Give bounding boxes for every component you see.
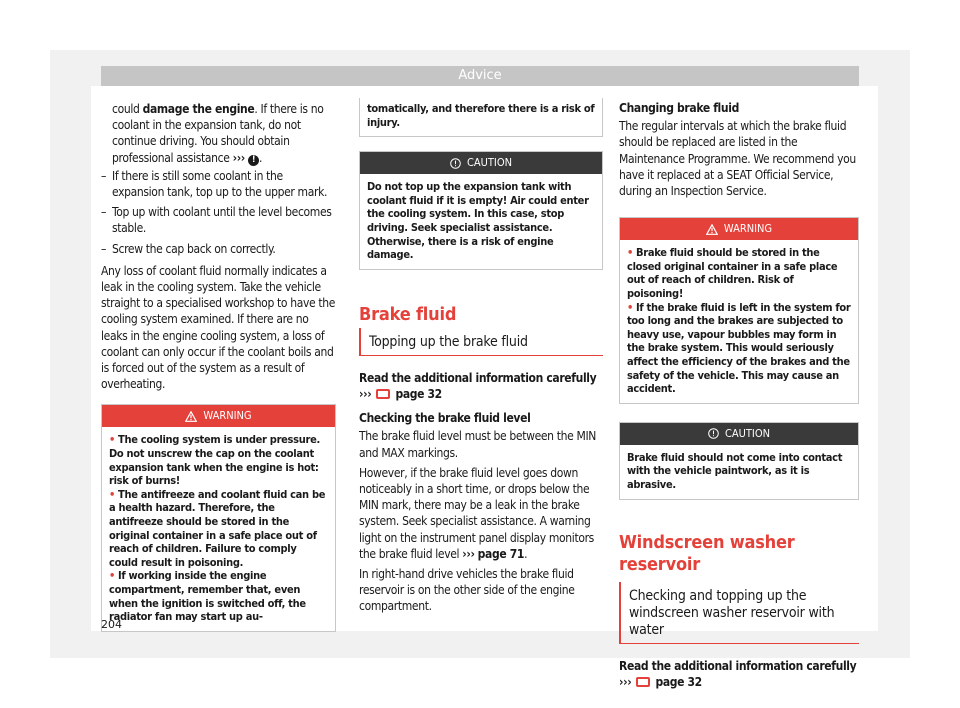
subsection-title: Topping up the brake fluid xyxy=(369,333,528,350)
column-3 xyxy=(619,100,859,690)
rhd-text: In right-hand drive vehicles the brake fluid reservoir is on the other side of the engine compartment. xyxy=(359,566,575,614)
subsection-header xyxy=(619,582,859,644)
warning-title: WARNING xyxy=(723,222,773,236)
warning-item: • The cooling system is under pressure. Do not unscrew the cap on the coolant expansion tank when the engine is hot: risk of burns! xyxy=(109,433,320,488)
intro-bold: damage the engine xyxy=(142,102,255,116)
page-content xyxy=(91,86,878,689)
coolant-paragraph: Any loss of coolant fluid normally indicates a leak in the cooling system. Take the vehicle straight to a specialised workshop to have the cooling system examined. If there are no leaks in the engine cooling system, a loss of coolant can only occur if the coolant boils and is forced out of the system as a result of overheating. xyxy=(101,263,336,392)
caution-circle-icon xyxy=(708,428,719,439)
page-header: Advice xyxy=(101,66,859,86)
warning-header xyxy=(102,405,335,427)
step-item: – Top up with coolant until the level becomes stable. xyxy=(101,205,332,236)
caution-box: CAUTION Do not top up the expansion tank with coolant fluid if it is empty! Air could enter the cooling system. In this case, stop driving. Seek specialist assistance. Otherwise, there is a risk of engine damage. xyxy=(359,151,603,270)
warning-item: • If the brake fluid is left in the system for too long and the brakes are subjected to heavy use, vapour bubbles may form in the brake system. This would seriously affect the efficiency of the brakes and the safety of the vehicle. This may cause an accident. xyxy=(627,300,851,396)
warning-header xyxy=(620,218,858,240)
column-2 xyxy=(359,98,603,615)
read-more: Read the additional information carefully ››› page 32 xyxy=(619,658,857,689)
warning-box xyxy=(101,404,336,631)
caution-circle-icon xyxy=(450,158,461,169)
read-more: Read the additional information carefully ››› page 32 xyxy=(359,370,597,401)
section-washer-reservoir xyxy=(619,532,859,644)
caution-title: CAUTION xyxy=(724,426,771,440)
changing-text: The regular intervals at which the brake fluid should be replaced are listed in the Maintenance Programme. We recommend you have it replaced at a SEAT Official Service, during an Inspection Service. xyxy=(619,119,856,199)
column-1 xyxy=(101,101,336,632)
warning-triangle-icon xyxy=(185,411,197,422)
warning-item: • If working inside the engine compartment, remember that, even when the ignition is switched off, the radiator fan may start up au- xyxy=(109,569,306,624)
book-reference-icon xyxy=(376,389,390,399)
warning-triangle-icon xyxy=(706,224,718,235)
book-reference-icon xyxy=(636,677,650,687)
checking-text: The brake fluid level must be between the MIN and MAX markings. xyxy=(359,429,597,460)
section-brake-fluid xyxy=(359,304,603,356)
page-link[interactable]: page 32 xyxy=(395,386,442,401)
page-number: 204 xyxy=(101,618,122,631)
page-link[interactable]: page 71 xyxy=(477,546,525,561)
caution-title: CAUTION xyxy=(466,156,513,170)
however-text: However, if the brake fluid level goes down noticeably in a short time, or drops below the MIN mark, there may be a leak in the brake system. Seek specialist assistance. A warning light on the instrument panel display monitors the brake fluid level ››› page 71. xyxy=(359,465,594,561)
intro-paragraph: could damage the engine. If there is no coolant in the expansion tank, do not continue driving. You should obtain professional assistance ››› ! . xyxy=(112,102,324,165)
warning-item: • Brake fluid should be stored in the closed original container in a safe place out of reach of children. Risk of poisoning! xyxy=(627,246,838,300)
warning-box xyxy=(619,217,859,404)
section-title: Brake fluid xyxy=(359,303,457,325)
warning-item: • The antifreeze and coolant fluid can be a health hazard. Therefore, the antifreeze should be stored in the original container in a safe place out of reach of children. Failure to comply could result in poisoning. xyxy=(109,487,326,569)
warning-box-continued: tomatically, and therefore there is a risk of injury. xyxy=(359,98,603,137)
caution-header xyxy=(360,152,602,174)
subsection-header xyxy=(359,328,603,356)
section-title: Windscreen washer reservoir xyxy=(619,531,795,575)
step-item: – If there is still some coolant in the expansion tank, top up to the upper mark. xyxy=(101,168,328,200)
caution-box: CAUTION Brake fluid should not come into contact with the vehicle paintwork, as it is abrasive. xyxy=(619,422,859,500)
subsection-title: Checking and topping up the windscreen washer reservoir with water xyxy=(629,587,835,638)
info-circle-icon: ! xyxy=(248,155,259,166)
caution-header xyxy=(620,423,858,445)
warning-title: WARNING xyxy=(203,409,252,423)
ref-arrows[interactable]: ››› xyxy=(232,150,245,165)
step-item: – Screw the cap back on correctly. xyxy=(101,241,276,256)
changing-title: Changing brake fluid xyxy=(619,101,739,115)
checking-title: Checking the brake fluid level xyxy=(359,411,531,426)
page-link[interactable]: page 32 xyxy=(655,674,702,689)
